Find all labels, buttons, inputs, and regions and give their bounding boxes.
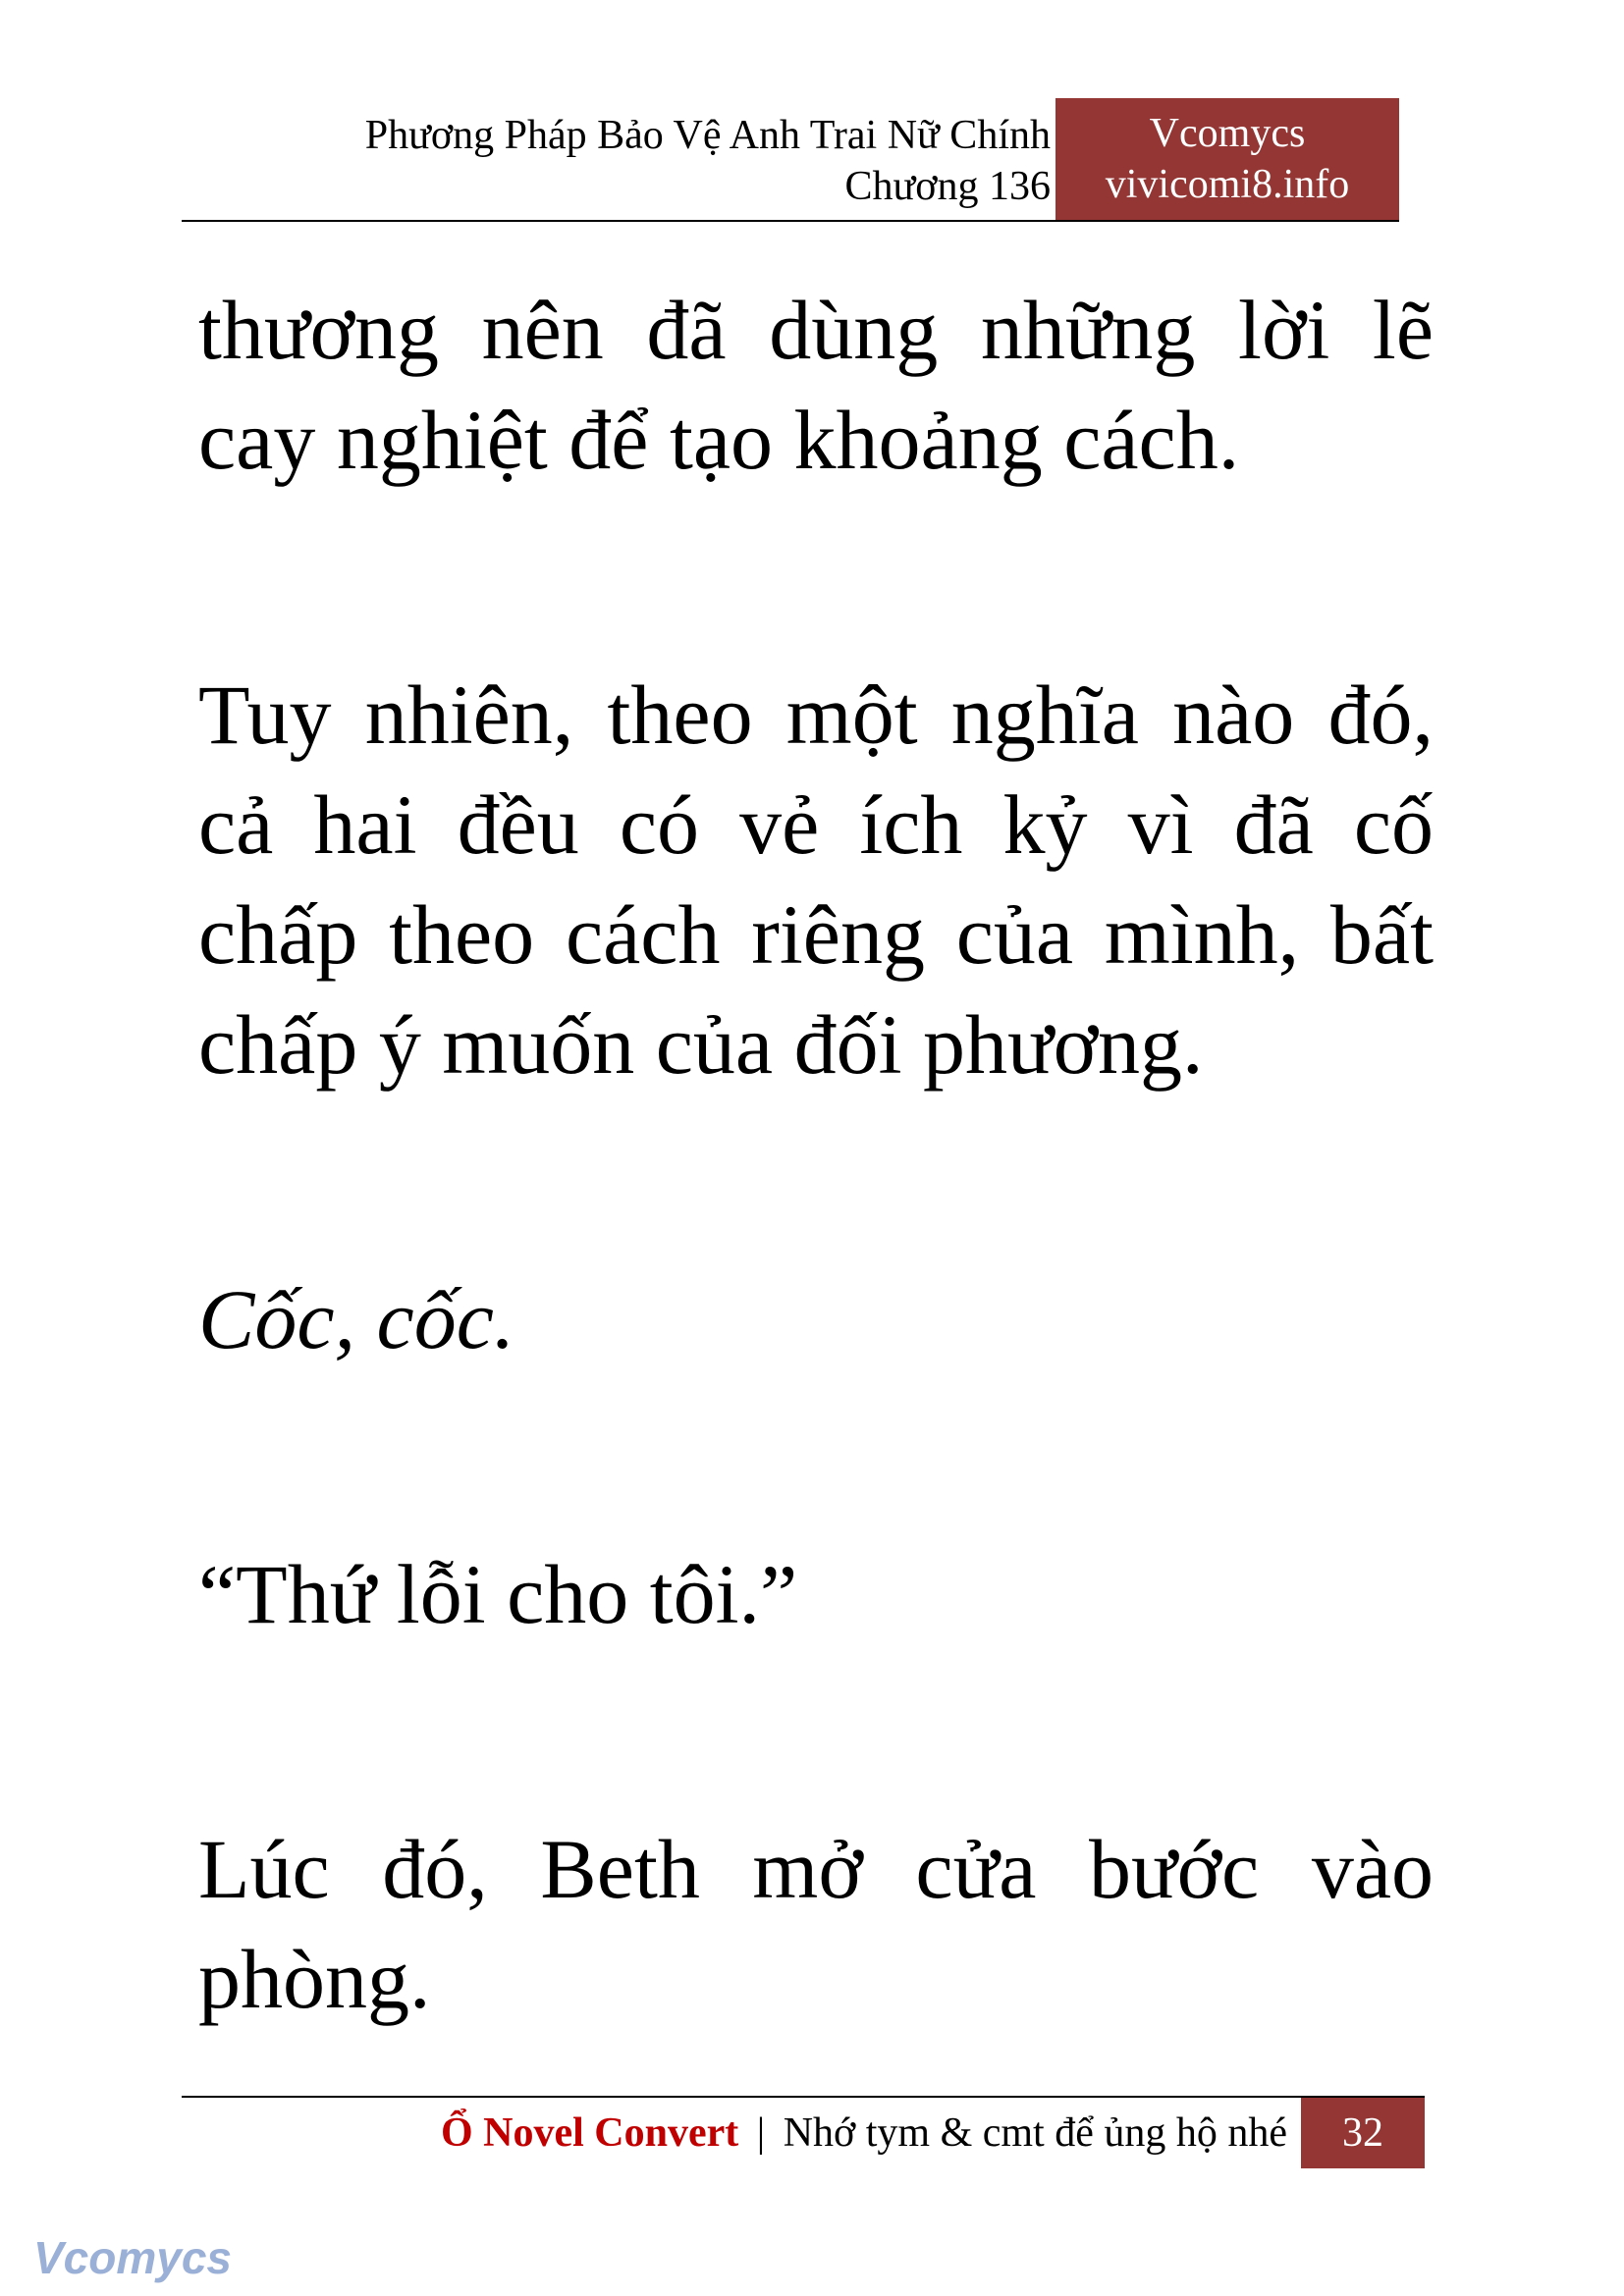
source-badge [1056, 98, 1399, 220]
paragraph-1: thương nên đã dùng những lời lẽ cay nghiệt để tạo khoảng cách. [198, 283, 1434, 487]
vcomycs-watermark-logo [29, 2228, 245, 2287]
paragraph-4-dialogue: “Thứ lỗi cho tôi.” [198, 1547, 798, 1641]
page-header [182, 98, 1399, 222]
page-footer [182, 2096, 1425, 2168]
footer-separator: | [756, 2110, 766, 2156]
paragraph-5: Lúc đó, Beth mở cửa bước vào phòng. [198, 1822, 1434, 2026]
footer-message: Nhớ tym & cmt để ủng hộ nhé [783, 2110, 1287, 2156]
watermark-text: Vcomycs [33, 2232, 233, 2283]
book-title [365, 110, 1051, 212]
source-url: vivicomi8.info [1105, 162, 1350, 207]
source-name: Vcomycs [1149, 111, 1306, 156]
footer-brand: Ổ Novel Convert [440, 2110, 739, 2156]
page-number: 32 [1301, 2098, 1425, 2168]
page-body [198, 275, 1434, 2034]
book-title-name: Phương Pháp Bảo Vệ Anh Trai Nữ Chính [364, 113, 1051, 158]
chapter-label: Chương 136 [844, 164, 1051, 209]
paragraph-2: Tuy nhiên, theo một nghĩa nào đó, cả hai đều có vẻ ích kỷ vì đã cố chấp theo cách riêng của mình, bất chấp ý muốn của đối phương. [198, 667, 1434, 1092]
footer-text [441, 2106, 1287, 2161]
paragraph-3-knock: Cốc, cốc. [198, 1272, 515, 1366]
